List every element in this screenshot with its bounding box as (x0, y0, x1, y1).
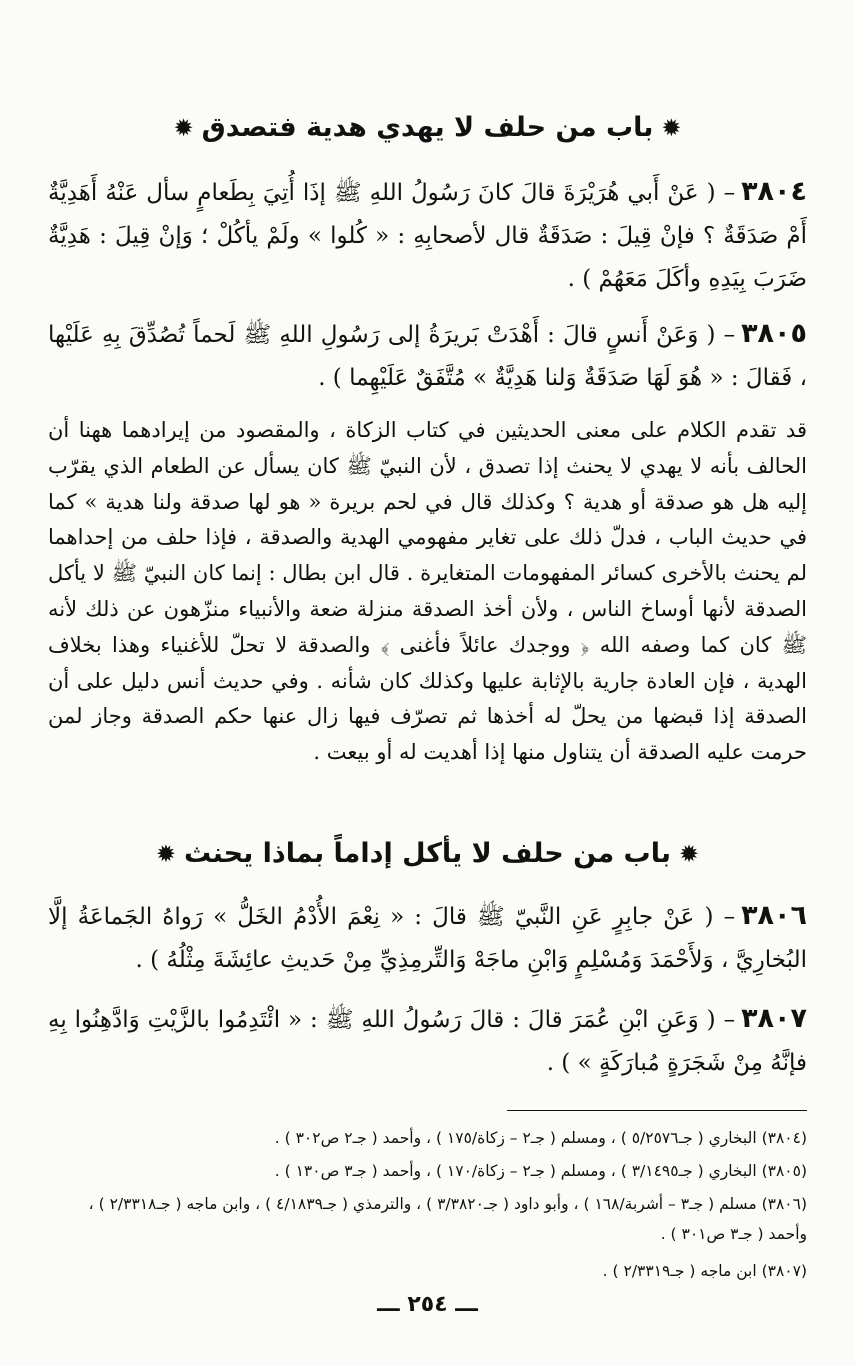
hadith-text: – ( وَعَنْ أَنسٍ قالَ : أَهْدَتْ بَريرَةُ إلى رَسُولِ اللهِ ﷺ لَحماً تُصُدِّقَ بِهِ عَلَيْها ، فَقالَ : « هُوَ لَهَا صَدَقَةٌ وَلنا هَدِيَّةٌ » مُتَّفَقٌ عَلَيْهِما ) . (48, 322, 807, 391)
star-ornament-icon: ✹ (155, 840, 177, 868)
footnote: (٣٨٠٦) مسلم ( جـ٣ – أشربة/١٦٨ ) ، وأبو داود ( جـ٣/٣٨٢٠ ) ، والترمذي ( جـ٤/١٨٣٩ ) ، وابن ماجه ( جـ٢/٣٣١٨ ) ، وأحمد ( جـ٣ ص٣٠١ ) . (88, 1195, 807, 1243)
star-ornament-icon: ✹ (661, 114, 682, 142)
hadith-number: ٣٨٠٧ (741, 1003, 807, 1034)
footnote-divider (507, 1110, 807, 1111)
footnote: (٣٨٠٥) البخاري ( جـ٣/١٤٩٥ ) ، ومسلم ( جـ٢ – زكاة/١٧٠ ) ، وأحمد ( جـ٣ ص١٣٠ ) . (274, 1162, 807, 1180)
hadith-text: – ( عَنْ جابِرٍ عَنِ النَّبيّ ﷺ قالَ : « نِعْمَ الأُدْمُ الخَلُّ » رَواهُ الجَماعَةُ إلَّا البُخارِيَّ ، وَلأَحْمَدَ وَمُسْلِمٍ وَابْنِ ماجَهْ وَالتِّرمِذِيِّ مِنْ حَديثِ عائِشَةَ مِثْلُهُ ) . (48, 904, 807, 973)
hadith-3807 (48, 997, 807, 1085)
hadith-3804 (48, 170, 807, 301)
hadith-text: – ( عَنْ أَبي هُرَيْرَةَ قالَ كانَ رَسُولُ اللهِ ﷺ إذَا أُتِيَ بِطَعامٍ سأل عَنْهُ أَهَدِيَّةٌ أَمْ صَدَقَةٌ ؟ فإنْ قِيلَ : صَدَقَةٌ قال لأصحابِهِ : « كُلوا » ولَمْ يأكُلْ ؛ وَإنْ قِيلَ : هَدِيَّةٌ ضَرَبَ بِيَدِهِ وأكَلَ مَعَهُمْ ) . (48, 180, 807, 292)
section-heading-1: ✹باب من حلف لا يهدي هدية فتصدق✹ (48, 112, 807, 143)
hadith-text: – ( وَعَنِ ابْنِ عُمَرَ قالَ : قالَ رَسُولُ اللهِ ﷺ : « ائْتَدِمُوا بالزَّيْتِ وَادَّهِنُوا بِهِ فإنَّهُ مِنْ شَجَرَةٍ مُبارَكَةٍ » ) . (48, 1007, 807, 1076)
book-page (48, 0, 807, 1366)
hadith-number: ٣٨٠٦ (741, 900, 807, 931)
hadith-number: ٣٨٠٥ (741, 318, 807, 349)
hadith-3806 (48, 894, 807, 982)
footnote: (٣٨٠٧) ابن ماجه ( جـ٢/٣٣١٩ ) . (602, 1262, 807, 1280)
hadith-3805 (48, 312, 807, 400)
footnote: (٣٨٠٤) البخاري ( جـ٥/٢٥٧٦ ) ، ومسلم ( جـ٢ – زكاة/١٧٥ ) ، وأحمد ( جـ٢ ص٣٠٢ ) . (274, 1129, 807, 1147)
star-ornament-icon: ✹ (678, 840, 700, 868)
commentary: قد تقدم الكلام على معنى الحديثين في كتاب الزكاة ، والمقصود من إيرادهما ههنا أن الحالف بأنه لا يهدي لا يحنث إذا تصدق ، لأن النبيّ ﷺ كان يسأل عن الطعام الذي يقرّب إليه هل هو صدقة أو هدية ؟ وكذلك قال في لحم بريرة « هو لها صدقة ولنا هدية » كما في حديث الباب ، فدلّ ذلك على تغاير مفهومي الهدية والصدقة ، فإذا حلف من إحداهما لم يحنث بالأخرى كسائر المفهومات المتغايرة . قال ابن بطال : إنما كان النبيّ ﷺ لا يأكل الصدقة لأنها أوساخ الناس ، ولأن أخذ الصدقة منزلة ضعة والأنبياء منزّهون عن ذلك لأنه ﷺ كان كما وصفه الله ﴿ ووجدك عائلاً فأغنى ﴾ والصدقة لا تحلّ للأغنياء وهذا بخلاف الهدية ، فإن العادة جارية بالإثابة عليها وكذلك كان شأنه . وفي حديث أنس دليل على أن الصدقة إذا قبضها من يحلّ له أخذها ثم تصرّف فيها زال عنها حكم الصدقة وجاز لمن حرمت عليه الصدقة أن يتناول منها إذا أهديت له أو بيعت . (48, 418, 807, 765)
section-heading-2: ✹باب من حلف لا يأكل إداماً بماذا يحنث✹ (48, 838, 807, 869)
hadith-number: ٣٨٠٤ (741, 176, 807, 207)
page-number: ـــ ٢٥٤ ـــ (377, 1292, 478, 1317)
star-ornament-icon: ✹ (173, 114, 194, 142)
